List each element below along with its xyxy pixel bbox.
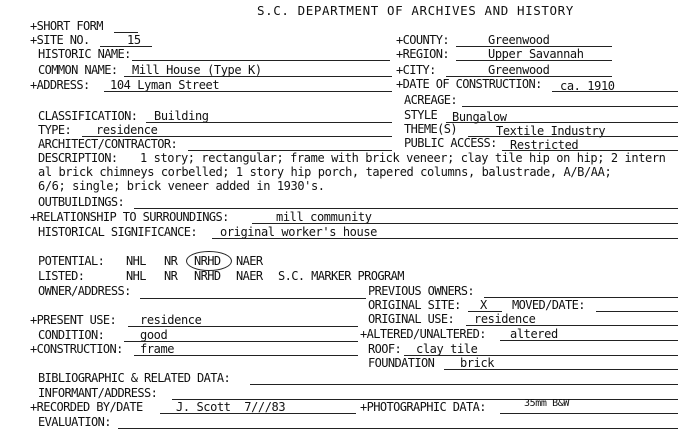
address-line [104, 91, 392, 92]
theme-line [468, 136, 678, 137]
department-title: S.C. DEPARTMENT OF ARCHIVES AND HISTORY [257, 3, 574, 18]
listed-nrhd: NRHD [194, 269, 221, 283]
foundation-value: brick [460, 356, 495, 370]
relationship-line [252, 223, 678, 224]
potential-nhl: NHL [126, 254, 146, 268]
county-value: Greenwood [488, 33, 550, 47]
listed-nr: NR [164, 269, 178, 283]
city-label: +CITY: [396, 63, 436, 77]
moved-date-line [596, 311, 678, 312]
evaluation-label: EVALUATION: [38, 415, 111, 429]
classification-line [146, 122, 392, 123]
date-construction-value: ca. 1910 [560, 79, 615, 93]
present-use-line [128, 326, 358, 327]
county-label: +COUNTY: [396, 33, 449, 47]
construction-label: +CONSTRUCTION: [30, 342, 123, 356]
present-use-value: residence [140, 313, 202, 327]
type-value: residence [96, 123, 158, 137]
moved-date-label: MOVED/DATE: [512, 298, 585, 312]
listed-label: LISTED: [38, 269, 85, 283]
site-no-value: 15 [127, 33, 141, 47]
evaluation-line [118, 428, 678, 429]
outbuildings-label: OUTBUILDINGS: [38, 195, 125, 209]
potential-label: POTENTIAL: [38, 254, 105, 268]
historic-name-label: HISTORIC NAME: [38, 47, 131, 61]
construction-line [134, 355, 358, 356]
informant-label: INFORMANT/ADDRESS: [38, 386, 158, 400]
nrhd-selection-circle [186, 251, 232, 271]
bibliographic-line [250, 384, 678, 385]
address-label: +ADDRESS: [30, 78, 90, 92]
relationship-value: mill community [276, 210, 372, 224]
potential-nr: NR [164, 254, 178, 268]
description-label: DESCRIPTION: [38, 151, 118, 165]
common-name-line [124, 76, 392, 77]
type-label: TYPE: [38, 123, 72, 137]
foundation-label: FOUNDATION [368, 356, 435, 370]
description-line-3: 6/6; single; brick veneer added in 1930's. [38, 179, 325, 193]
potential-naer: NAER [236, 254, 263, 268]
description-line-1: 1 story; rectangular; frame with brick veneer; clay tile hip on hip; 2 intern [140, 152, 666, 165]
foundation-line [444, 369, 678, 370]
original-use-label: ORIGINAL USE: [368, 312, 455, 326]
public-access-label: PUBLIC ACCESS: [404, 136, 497, 150]
acreage-line [462, 106, 678, 107]
style-value: Bungalow [452, 110, 507, 124]
common-name-value: Mill House (Type K) [132, 63, 262, 77]
classification-label: CLASSIFICATION: [38, 109, 138, 123]
photographic-label: +PHOTOGRAPHIC DATA: [360, 400, 486, 414]
listed-naer: NAER [236, 269, 263, 283]
city-value: Greenwood [488, 63, 550, 77]
owner-address-line [140, 298, 366, 299]
roof-value: clay tile [416, 342, 478, 356]
owner-address-label: OWNER/ADDRESS: [38, 284, 131, 298]
roof-line [404, 355, 678, 356]
recorded-by-line [160, 413, 356, 414]
listed-sc-marker: S.C. MARKER PROGRAM [278, 269, 404, 283]
site-no-label: +SITE NO. [30, 33, 90, 47]
previous-owners-label: PREVIOUS OWNERS: [368, 284, 474, 298]
region-line [456, 60, 612, 61]
original-site-label: ORIGINAL SITE: [368, 298, 461, 312]
public-access-value: Restricted [510, 138, 579, 152]
acreage-label: ACREAGE: [404, 93, 457, 107]
date-construction-line [552, 91, 678, 92]
original-site-value: X [480, 298, 487, 312]
region-label: +REGION: [396, 47, 449, 61]
architect-label: ARCHITECT/CONTRACTOR: [38, 137, 178, 151]
outbuildings-line [134, 208, 678, 209]
date-construction-label: +DATE OF CONSTRUCTION: [396, 77, 542, 91]
architect-line [188, 150, 392, 151]
short-form-label: +SHORT FORM [30, 19, 103, 33]
theme-value: Textile Industry [496, 124, 606, 138]
common-name-label: COMMON NAME: [38, 63, 118, 77]
description-line-2: al brick chimneys corbelled; 1 story hip porch, tapered columns, balustrade, A/B/AA; [38, 165, 612, 179]
present-use-label: +PRESENT USE: [30, 313, 117, 327]
construction-value: frame [140, 342, 175, 356]
bibliographic-label: BIBLIOGRAPHIC & RELATED DATA: [38, 371, 231, 385]
photographic-line [500, 413, 678, 414]
altered-value: altered [510, 327, 558, 341]
theme-label: THEME(S) [404, 122, 457, 136]
altered-line [500, 340, 678, 341]
photographic-value: 35mm B&W [524, 398, 569, 409]
significance-label: HISTORICAL SIGNIFICANCE: [38, 225, 197, 239]
altered-label: +ALTERED/UNALTERED: [360, 327, 486, 341]
classification-value: Building [154, 109, 209, 123]
roof-label: ROOF: [368, 342, 402, 356]
condition-label: CONDITION: [38, 328, 105, 342]
public-access-line [502, 150, 678, 151]
potential-nrhd: NRHD [194, 254, 221, 268]
condition-value: good [140, 328, 168, 342]
original-use-line [466, 325, 678, 326]
listed-nhl: NHL [126, 269, 146, 283]
recorded-by-label: +RECORDED BY/DATE [30, 400, 143, 414]
significance-line [212, 238, 678, 239]
historic-name-line [132, 60, 390, 61]
original-use-value: residence [474, 312, 536, 326]
relationship-label: +RELATIONSHIP TO SURROUNDINGS: [30, 210, 229, 224]
style-line [446, 122, 678, 123]
region-value: Upper Savannah [488, 47, 584, 61]
significance-value: original worker's house [220, 225, 377, 239]
address-value: 104 Lyman Street [110, 78, 220, 92]
recorded-by-value: J. Scott 7///83 [176, 400, 286, 414]
style-label: STYLE [404, 108, 438, 122]
